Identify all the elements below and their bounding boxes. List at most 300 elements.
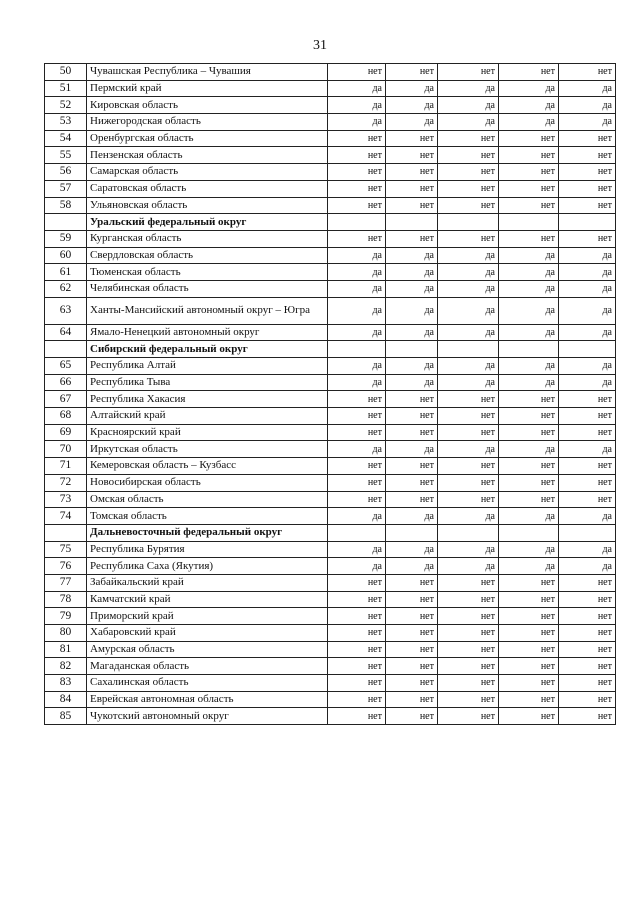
value-cell: нет <box>328 574 386 591</box>
section-empty-cell <box>386 524 438 541</box>
section-num-cell <box>45 214 87 231</box>
table-row <box>45 574 616 591</box>
region-name: Кемеровская область – Кузбасс <box>87 458 328 475</box>
row-number: 59 <box>45 230 87 247</box>
value-cell: нет <box>499 64 559 81</box>
row-number: 79 <box>45 608 87 625</box>
region-name: Алтайский край <box>87 408 328 425</box>
value-cell: нет <box>499 474 559 491</box>
value-cell: нет <box>438 491 499 508</box>
value-cell: да <box>328 97 386 114</box>
value-cell: нет <box>559 424 616 441</box>
value-cell: нет <box>499 491 559 508</box>
table-row <box>45 441 616 458</box>
value-cell: нет <box>499 591 559 608</box>
region-name: Пермский край <box>87 80 328 97</box>
row-number: 58 <box>45 197 87 214</box>
section-empty-cell <box>559 524 616 541</box>
value-cell: нет <box>438 641 499 658</box>
value-cell: нет <box>386 130 438 147</box>
region-name: Новосибирская область <box>87 474 328 491</box>
value-cell: нет <box>559 608 616 625</box>
section-row <box>45 214 616 231</box>
row-number: 84 <box>45 691 87 708</box>
value-cell: нет <box>328 658 386 675</box>
value-cell: да <box>386 264 438 281</box>
value-cell: нет <box>386 491 438 508</box>
value-cell: да <box>559 247 616 264</box>
value-cell: нет <box>499 574 559 591</box>
row-number: 65 <box>45 358 87 375</box>
value-cell: нет <box>559 675 616 692</box>
row-number: 82 <box>45 658 87 675</box>
region-name: Магаданская область <box>87 658 328 675</box>
value-cell: нет <box>499 391 559 408</box>
value-cell: нет <box>438 675 499 692</box>
value-cell: нет <box>499 708 559 725</box>
value-cell: да <box>559 374 616 391</box>
table-row <box>45 97 616 114</box>
value-cell: нет <box>499 625 559 642</box>
region-name: Нижегородская область <box>87 114 328 131</box>
value-cell: да <box>328 280 386 297</box>
value-cell: нет <box>328 474 386 491</box>
value-cell: нет <box>328 625 386 642</box>
page-number: 31 <box>313 38 327 53</box>
table-row <box>45 675 616 692</box>
value-cell: да <box>386 80 438 97</box>
value-cell: нет <box>499 424 559 441</box>
value-cell: нет <box>328 64 386 81</box>
regions-table <box>44 63 616 725</box>
row-number: 85 <box>45 708 87 725</box>
value-cell: нет <box>438 591 499 608</box>
value-cell: да <box>559 324 616 341</box>
value-cell: да <box>438 541 499 558</box>
value-cell: нет <box>328 147 386 164</box>
value-cell: нет <box>559 641 616 658</box>
row-number: 52 <box>45 97 87 114</box>
value-cell: да <box>438 508 499 525</box>
value-cell: да <box>559 558 616 575</box>
section-num-cell <box>45 524 87 541</box>
row-number: 56 <box>45 164 87 181</box>
value-cell: да <box>438 247 499 264</box>
region-name: Приморский край <box>87 608 328 625</box>
region-name: Еврейская автономная область <box>87 691 328 708</box>
value-cell: да <box>499 280 559 297</box>
value-cell: да <box>559 97 616 114</box>
value-cell: да <box>328 358 386 375</box>
value-cell: нет <box>328 164 386 181</box>
table-row <box>45 230 616 247</box>
value-cell: нет <box>559 197 616 214</box>
value-cell: да <box>499 80 559 97</box>
section-empty-cell <box>559 341 616 358</box>
value-cell: да <box>499 441 559 458</box>
table-row <box>45 391 616 408</box>
value-cell: нет <box>499 675 559 692</box>
section-num-cell <box>45 341 87 358</box>
value-cell: да <box>386 97 438 114</box>
region-name: Республика Алтай <box>87 358 328 375</box>
region-name: Тюменская область <box>87 264 328 281</box>
table-row <box>45 80 616 97</box>
region-name: Чувашская Республика – Чувашия <box>87 64 328 81</box>
value-cell: нет <box>438 474 499 491</box>
value-cell: нет <box>499 658 559 675</box>
table-row <box>45 130 616 147</box>
value-cell: нет <box>386 658 438 675</box>
row-number: 76 <box>45 558 87 575</box>
region-name: Челябинская область <box>87 280 328 297</box>
value-cell: да <box>438 80 499 97</box>
region-name: Оренбургская область <box>87 130 328 147</box>
value-cell: нет <box>438 658 499 675</box>
region-name: Самарская область <box>87 164 328 181</box>
value-cell: нет <box>328 130 386 147</box>
value-cell: нет <box>328 408 386 425</box>
value-cell: да <box>499 374 559 391</box>
value-cell: нет <box>386 424 438 441</box>
value-cell: да <box>438 297 499 324</box>
value-cell: нет <box>386 691 438 708</box>
row-number: 67 <box>45 391 87 408</box>
row-number: 50 <box>45 64 87 81</box>
value-cell: да <box>559 297 616 324</box>
value-cell: да <box>386 358 438 375</box>
value-cell: нет <box>328 641 386 658</box>
row-number: 73 <box>45 491 87 508</box>
value-cell: нет <box>438 391 499 408</box>
value-cell: нет <box>328 458 386 475</box>
value-cell: нет <box>386 458 438 475</box>
value-cell: нет <box>559 180 616 197</box>
value-cell: нет <box>386 197 438 214</box>
row-number: 74 <box>45 508 87 525</box>
value-cell: нет <box>328 197 386 214</box>
table-row <box>45 708 616 725</box>
value-cell: нет <box>328 708 386 725</box>
table-row <box>45 197 616 214</box>
value-cell: нет <box>386 675 438 692</box>
value-cell: да <box>386 508 438 525</box>
row-number: 64 <box>45 324 87 341</box>
value-cell: нет <box>438 230 499 247</box>
value-cell: нет <box>438 708 499 725</box>
value-cell: нет <box>559 625 616 642</box>
section-row <box>45 341 616 358</box>
region-name: Свердловская область <box>87 247 328 264</box>
value-cell: нет <box>386 591 438 608</box>
value-cell: да <box>499 508 559 525</box>
table-row <box>45 147 616 164</box>
value-cell: нет <box>499 408 559 425</box>
value-cell: да <box>328 374 386 391</box>
value-cell: нет <box>328 608 386 625</box>
value-cell: да <box>386 374 438 391</box>
table-row <box>45 324 616 341</box>
table-row <box>45 591 616 608</box>
row-number: 80 <box>45 625 87 642</box>
region-name: Красноярский край <box>87 424 328 441</box>
value-cell: да <box>328 114 386 131</box>
row-number: 61 <box>45 264 87 281</box>
value-cell: да <box>499 558 559 575</box>
value-cell: да <box>328 80 386 97</box>
value-cell: да <box>438 358 499 375</box>
region-name: Томская область <box>87 508 328 525</box>
value-cell: да <box>386 114 438 131</box>
value-cell: да <box>328 324 386 341</box>
region-name: Амурская область <box>87 641 328 658</box>
value-cell: нет <box>499 197 559 214</box>
section-title: Сибирский федеральный округ <box>87 341 328 358</box>
value-cell: да <box>499 97 559 114</box>
value-cell: нет <box>559 164 616 181</box>
table-row <box>45 458 616 475</box>
value-cell: нет <box>559 574 616 591</box>
value-cell: нет <box>559 230 616 247</box>
value-cell: нет <box>499 180 559 197</box>
value-cell: нет <box>438 691 499 708</box>
value-cell: нет <box>438 180 499 197</box>
row-number: 83 <box>45 675 87 692</box>
value-cell: нет <box>499 641 559 658</box>
table-row <box>45 424 616 441</box>
table-row <box>45 280 616 297</box>
row-number: 60 <box>45 247 87 264</box>
row-number: 57 <box>45 180 87 197</box>
value-cell: да <box>559 441 616 458</box>
table-row <box>45 358 616 375</box>
row-number: 62 <box>45 280 87 297</box>
table-row <box>45 658 616 675</box>
region-name: Ханты-Мансийский автономный округ – Югра <box>87 297 328 324</box>
value-cell: нет <box>328 675 386 692</box>
table-row <box>45 608 616 625</box>
value-cell: да <box>499 264 559 281</box>
value-cell: нет <box>438 147 499 164</box>
region-name: Иркутская область <box>87 441 328 458</box>
value-cell: да <box>328 558 386 575</box>
value-cell: нет <box>559 658 616 675</box>
region-name: Республика Саха (Якутия) <box>87 558 328 575</box>
table-row <box>45 508 616 525</box>
value-cell: да <box>386 324 438 341</box>
region-name: Ямало-Ненецкий автономный округ <box>87 324 328 341</box>
value-cell: да <box>559 114 616 131</box>
value-cell: нет <box>386 64 438 81</box>
value-cell: нет <box>386 164 438 181</box>
section-row <box>45 524 616 541</box>
value-cell: нет <box>386 408 438 425</box>
table-row <box>45 491 616 508</box>
value-cell: нет <box>386 391 438 408</box>
region-name: Ульяновская область <box>87 197 328 214</box>
value-cell: да <box>559 280 616 297</box>
value-cell: нет <box>499 164 559 181</box>
value-cell: нет <box>386 180 438 197</box>
region-name: Курганская область <box>87 230 328 247</box>
value-cell: нет <box>438 197 499 214</box>
table-row <box>45 247 616 264</box>
value-cell: нет <box>386 474 438 491</box>
section-empty-cell <box>328 524 386 541</box>
value-cell: нет <box>386 147 438 164</box>
value-cell: нет <box>559 474 616 491</box>
row-number: 66 <box>45 374 87 391</box>
row-number: 71 <box>45 458 87 475</box>
table-row <box>45 474 616 491</box>
section-empty-cell <box>438 524 499 541</box>
value-cell: нет <box>438 408 499 425</box>
value-cell: да <box>386 558 438 575</box>
value-cell: нет <box>559 408 616 425</box>
value-cell: да <box>386 297 438 324</box>
region-name: Чукотский автономный округ <box>87 708 328 725</box>
region-name: Республика Бурятия <box>87 541 328 558</box>
value-cell: да <box>559 508 616 525</box>
table-row <box>45 558 616 575</box>
region-name: Сахалинская область <box>87 675 328 692</box>
value-cell: нет <box>438 164 499 181</box>
row-number: 78 <box>45 591 87 608</box>
value-cell: нет <box>386 574 438 591</box>
value-cell: да <box>438 324 499 341</box>
region-name: Республика Хакасия <box>87 391 328 408</box>
value-cell: да <box>386 247 438 264</box>
value-cell: да <box>328 297 386 324</box>
table-row <box>45 114 616 131</box>
table-body <box>45 64 616 725</box>
row-number: 68 <box>45 408 87 425</box>
row-number: 51 <box>45 80 87 97</box>
value-cell: нет <box>438 458 499 475</box>
row-number: 55 <box>45 147 87 164</box>
value-cell: да <box>559 358 616 375</box>
table-row <box>45 264 616 281</box>
value-cell: нет <box>559 147 616 164</box>
value-cell: нет <box>328 591 386 608</box>
section-empty-cell <box>438 214 499 231</box>
value-cell: да <box>386 280 438 297</box>
section-empty-cell <box>386 214 438 231</box>
row-number: 75 <box>45 541 87 558</box>
value-cell: нет <box>328 391 386 408</box>
value-cell: да <box>499 541 559 558</box>
section-empty-cell <box>499 341 559 358</box>
value-cell: нет <box>559 64 616 81</box>
table-row <box>45 541 616 558</box>
value-cell: нет <box>328 180 386 197</box>
table-row <box>45 164 616 181</box>
value-cell: нет <box>386 230 438 247</box>
region-name: Республика Тыва <box>87 374 328 391</box>
value-cell: нет <box>386 641 438 658</box>
row-number: 72 <box>45 474 87 491</box>
table-row <box>45 297 616 324</box>
region-name: Омская область <box>87 491 328 508</box>
value-cell: да <box>438 558 499 575</box>
row-number: 53 <box>45 114 87 131</box>
value-cell: нет <box>559 130 616 147</box>
value-cell: нет <box>559 458 616 475</box>
value-cell: да <box>559 541 616 558</box>
value-cell: да <box>328 264 386 281</box>
value-cell: да <box>438 280 499 297</box>
value-cell: нет <box>328 230 386 247</box>
value-cell: нет <box>438 625 499 642</box>
value-cell: нет <box>438 608 499 625</box>
row-number: 54 <box>45 130 87 147</box>
value-cell: нет <box>499 458 559 475</box>
value-cell: да <box>559 264 616 281</box>
region-name: Саратовская область <box>87 180 328 197</box>
value-cell: нет <box>499 608 559 625</box>
value-cell: да <box>438 441 499 458</box>
section-empty-cell <box>559 214 616 231</box>
value-cell: нет <box>559 691 616 708</box>
value-cell: да <box>386 441 438 458</box>
section-empty-cell <box>328 214 386 231</box>
value-cell: нет <box>559 591 616 608</box>
value-cell: да <box>499 114 559 131</box>
value-cell: да <box>438 97 499 114</box>
section-empty-cell <box>438 341 499 358</box>
value-cell: нет <box>499 130 559 147</box>
table-row <box>45 641 616 658</box>
table-row <box>45 625 616 642</box>
section-empty-cell <box>499 214 559 231</box>
value-cell: нет <box>499 147 559 164</box>
table-row <box>45 408 616 425</box>
section-empty-cell <box>499 524 559 541</box>
region-name: Кировская область <box>87 97 328 114</box>
value-cell: да <box>499 297 559 324</box>
table-row <box>45 64 616 81</box>
value-cell: нет <box>386 625 438 642</box>
section-empty-cell <box>328 341 386 358</box>
value-cell: нет <box>499 230 559 247</box>
table-row <box>45 180 616 197</box>
row-number: 70 <box>45 441 87 458</box>
value-cell: нет <box>559 708 616 725</box>
value-cell: нет <box>386 608 438 625</box>
value-cell: нет <box>438 574 499 591</box>
value-cell: нет <box>559 391 616 408</box>
value-cell: да <box>438 114 499 131</box>
value-cell: да <box>499 247 559 264</box>
value-cell: нет <box>499 691 559 708</box>
value-cell: да <box>328 541 386 558</box>
value-cell: да <box>559 80 616 97</box>
table-row <box>45 691 616 708</box>
value-cell: нет <box>328 691 386 708</box>
value-cell: нет <box>438 424 499 441</box>
value-cell: да <box>438 264 499 281</box>
value-cell: да <box>386 541 438 558</box>
value-cell: нет <box>438 64 499 81</box>
row-number: 81 <box>45 641 87 658</box>
region-name: Забайкальский край <box>87 574 328 591</box>
value-cell: нет <box>559 491 616 508</box>
value-cell: нет <box>328 491 386 508</box>
region-name: Хабаровский край <box>87 625 328 642</box>
section-title: Дальневосточный федеральный округ <box>87 524 328 541</box>
value-cell: да <box>499 324 559 341</box>
value-cell: да <box>328 508 386 525</box>
